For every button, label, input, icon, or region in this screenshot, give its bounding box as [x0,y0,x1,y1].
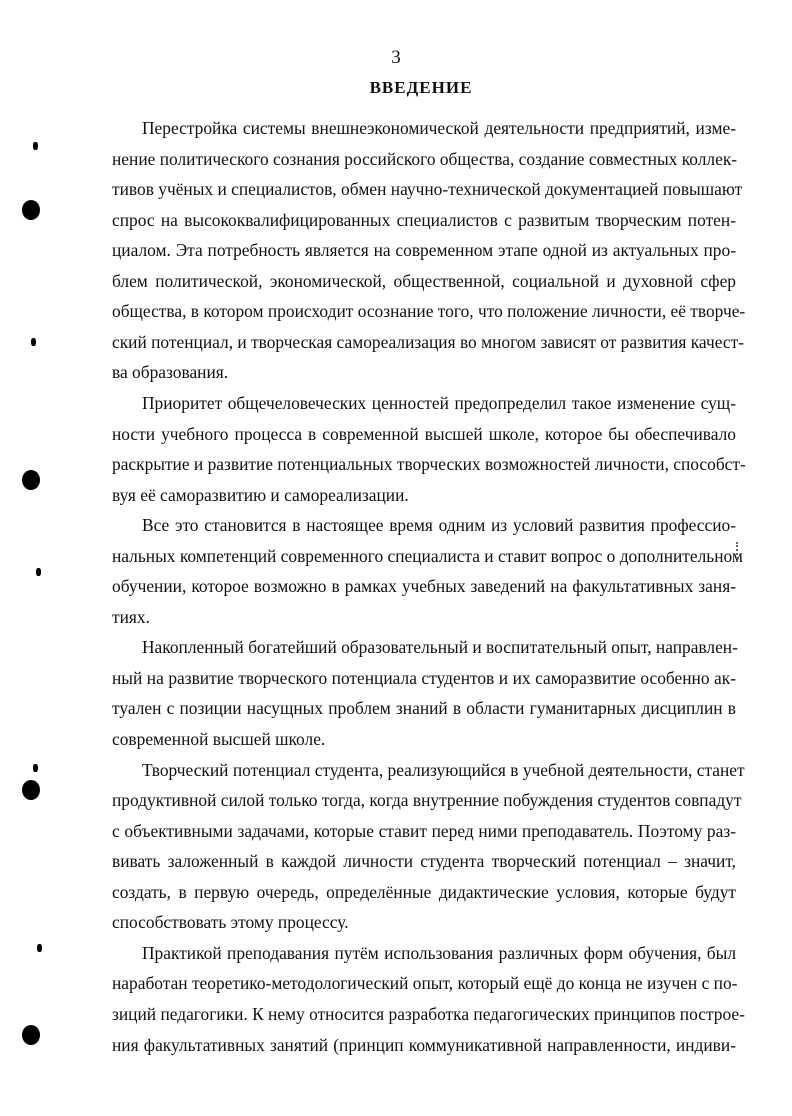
text-line: Творческий потенциал студента, реализующийся в учебной деятельности, станет [142,760,745,780]
text-line: способствовать этому процессу. [112,912,349,932]
punch-hole [22,1025,40,1045]
punch-hole [22,780,40,800]
text-line: Все это становится в настоящее время одним из условий развития профессио- [142,515,736,535]
scan-speck [33,764,38,772]
text-line: ва образования. [112,362,229,382]
punch-hole [22,470,40,490]
text-line: нальных компетенций современного специалиста и ставит вопрос о дополнительном [112,546,743,566]
text-line: современной высшей школе. [112,729,326,749]
text-line: с объективными задачами, которые ставит перед ними преподаватель. Поэтому раз- [112,821,736,841]
text-line: Перестройка системы внешнеэкономической деятельности предприятий, изме- [142,118,736,138]
text-line: тиях. [112,607,150,627]
text-line: создать, в первую очередь, определённые дидактические условия, которые будут [112,882,736,902]
scan-speck [37,944,42,952]
page-number: 3 [391,47,401,68]
text-line: блем политической, экономической, общественной, социальной и духовной сфер [112,271,736,291]
text-line: ния факультативных занятий (принцип коммуникативной направленности, индиви- [112,1035,736,1055]
text-line: ский потенциал, и творческая самореализация во многом зависят от развития качест- [112,332,744,352]
text-line: ный на развитие творческого потенциала студентов и их саморазвитие особенно ак- [112,668,736,688]
text-line: продуктивной силой только тогда, когда внутренние побуждения студентов совпадут [112,790,742,810]
text-line: зиций педагогики. К нему относится разработка педагогических принципов построе- [112,1004,745,1024]
text-line: Приоритет общечеловеческих ценностей предопределил такое изменение сущ- [142,393,736,413]
scan-speck [33,142,38,150]
text-line: циалом. Эта потребность является на современном этапе одной из актуальных про- [112,240,736,260]
scan-edge-mark [736,542,740,562]
text-line: тивов учёных и специалистов, обмен научно-технической документацией повышают [112,179,743,199]
text-line: обучении, которое возможно в рамках учебных заведений на факультативных заня- [112,576,736,596]
section-title: ВВЕДЕНИЕ [369,78,473,97]
text-line: раскрытие и развитие потенциальных творческих возможностей личности, способст- [112,454,746,474]
text-line: Практикой преподавания путём использования различных форм обучения, был [142,943,736,963]
text-line: Накопленный богатейший образовательный и воспитательный опыт, направлен- [142,637,738,657]
text-line: вивать заложенный в каждой личности студента творческий потенциал – значит, [112,851,736,871]
scan-speck [31,338,36,346]
text-line: нение политического сознания российского общества, создание совместных коллек- [112,149,738,169]
text-line: ности учебного процесса в современной высшей школе, которое бы обеспечивало [112,424,736,444]
text-line: спрос на высококвалифицированных специалистов с развитым творческим потен- [112,210,736,230]
text-line: наработан теоретико-методологический опыт, который ещё до конца не изучен с по- [112,973,738,993]
text-line: общества, в котором происходит осознание того, что положение личности, её творче- [112,301,746,321]
scan-speck [36,568,41,576]
text-line: туален с позиции насущных проблем знаний в области гуманитарных дисциплин в [112,698,736,718]
text-line: вуя её саморазвитию и самореализации. [112,485,409,505]
punch-hole [22,200,40,220]
